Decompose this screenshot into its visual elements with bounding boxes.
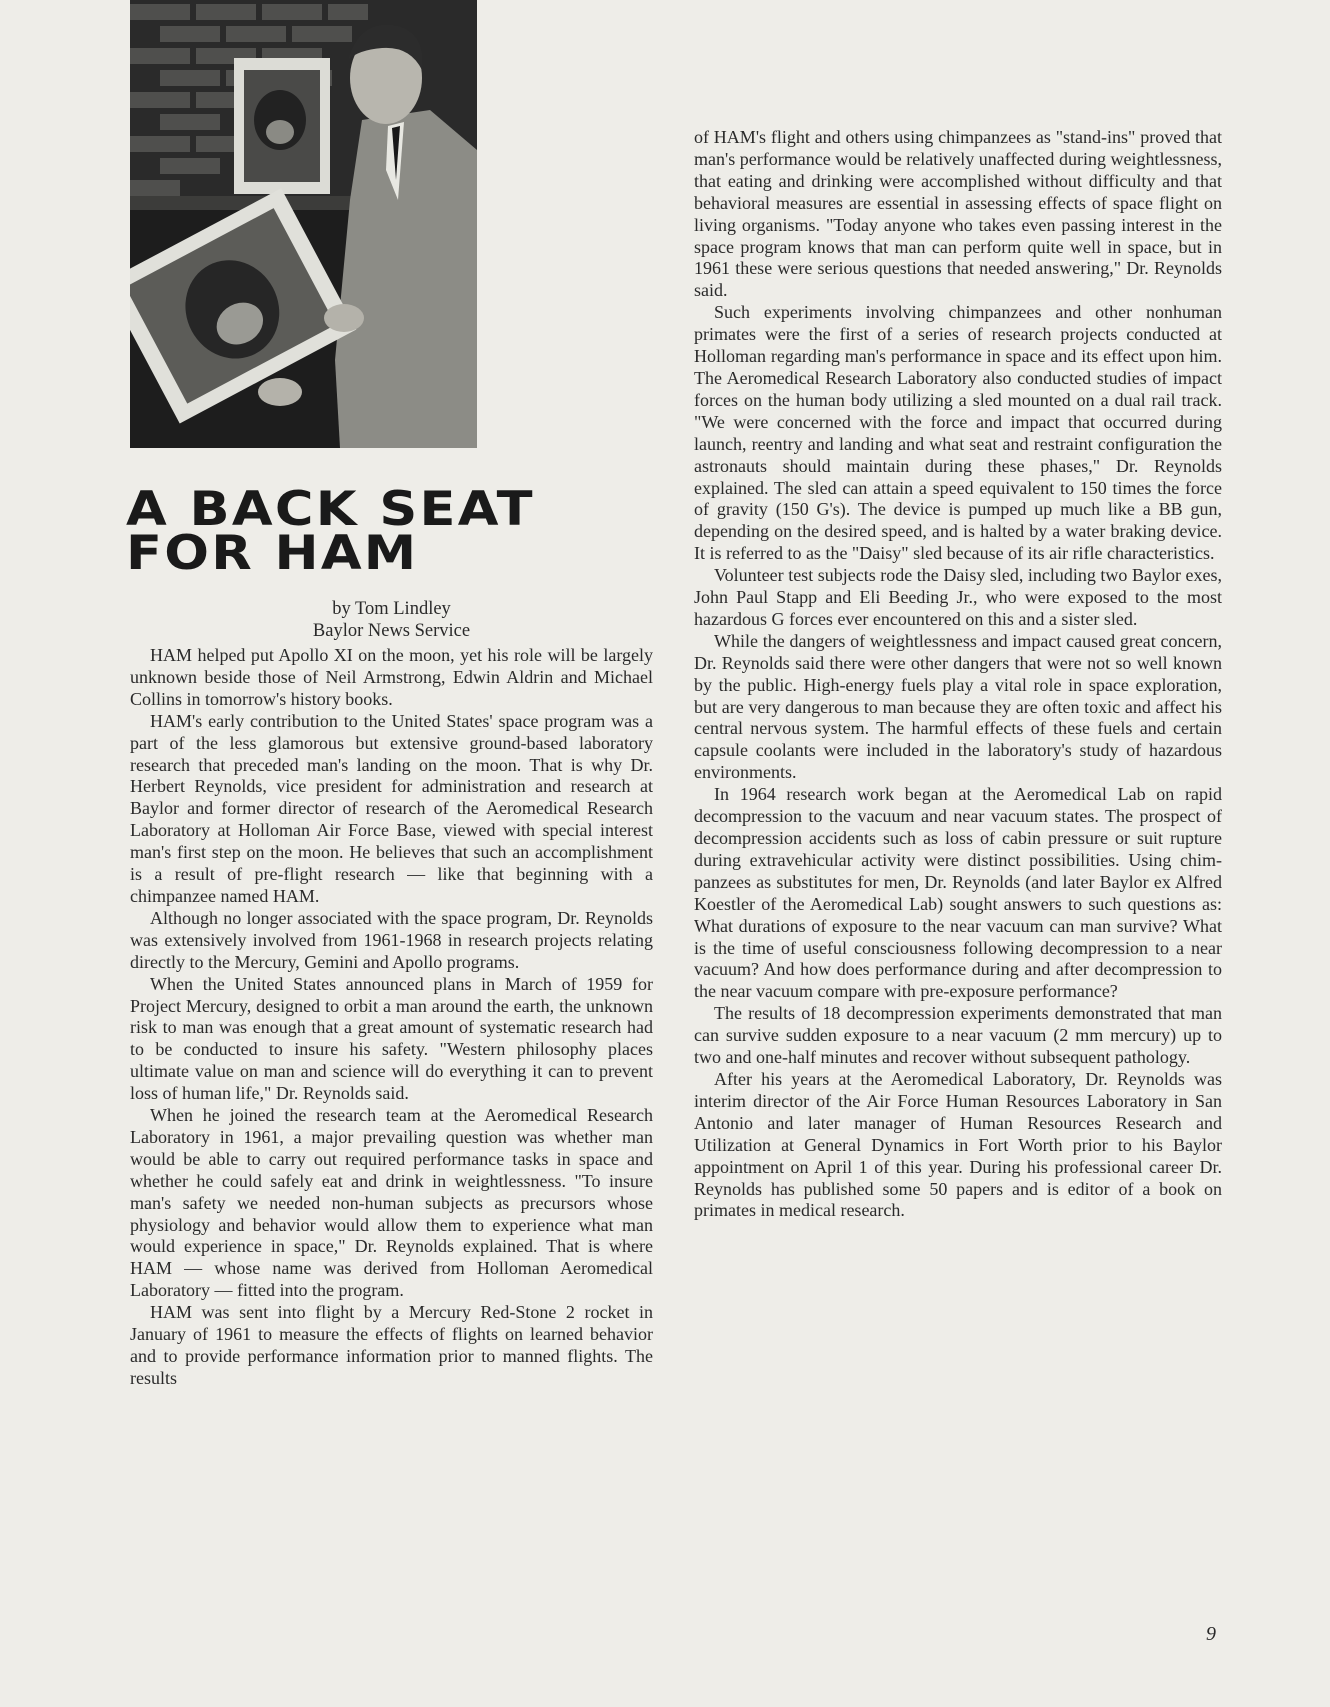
headline-line-2: FOR HAM [126,526,419,581]
article-photo [130,0,477,448]
article-headline [126,482,708,581]
paragraph: Such experiments involving chimpanzees and other nonhuman primates were the first of a series of research projects conducted at Holloman regarding man's performance in space and its effect upon him. The Aeromedical Research Laboratory also conducted studies of impact forces on the human body utilizing a sled mounted on a dual rail track. "We were concerned with the force and impact that occurred during launch, reentry and landing and what seat and restraint configuration the astronauts should maintain during these phases," Dr. Reynolds explained. The sled can attain a speed equivalent to 150 times the force of gravity (150 G's). The device is pumped up much like a BB gun, depending on the desired speed, and is halted by a water braking device. It is referred to as the "Daisy" sled because of its air rifle characteristics. [694,302,1222,564]
byline-organization: Baylor News Service [312,620,471,641]
headline-line-1: A BACK SEAT [126,482,535,537]
paragraph: Volunteer test subjects rode the Daisy sled, including two Baylor exes, John Paul Stapp and Eli Beeding Jr., who were exposed to the most hazardous G forces ever encountered on this and a sister sled. [694,565,1222,629]
paragraph: Although no longer associated with the space program, Dr. Reynolds was extensively involved from 1961-1968 in research projects relating directly to the Mercury, Gemini and Apollo programs. [130,907,653,972]
byline [130,599,653,642]
paragraph: The results of 18 decompression experiments demonstrated that man can survive sudden exposure to a near vacuum (2 mm mercury) up to two and one-half minutes and recover without subsequent pathology. [694,1003,1222,1068]
byline-author: by Tom Lindley [332,599,451,619]
article-column-right [694,127,1222,1222]
paragraph: HAM's early contribution to the United States' space program was a part of the less glamorous but extensive ground-based laboratory research that preceded man's landing on the moon. That is why Dr. Herbert Reynolds, vice president for administration and research at Baylor and former director of research of the Aeromedical Research Laboratory at Holloman Air Force Base, viewed with special interest man's first step on the moon. He believes that such an accomplishment is a result of pre-flight research — like that beginning with a chimpanzee named HAM. [130,710,653,906]
paragraph: While the dangers of weightlessness and impact caused great concern, Dr. Reynolds said there were other dangers that were not so well known by the public. High-energy fuels play a vital role in space exploration, but are very dangerous to man because they are often toxic and affect his central nervous system. The harmful effects of these fuels and certain capsule coolants were included in the laboratory's study of hazardous environments. [694,630,1222,783]
article-column-left [130,645,653,1390]
paragraph: When he joined the research team at the Aeromedical Research Laboratory in 1961, a major prevailing question was whether man would be able to carry out required performance tasks in space and whether he could safely eat and drink in weightlessness. "To insure man's safety we needed non-human subjects as precursors whose physiology and behavior would allow them to experience what man would experience in space," Dr. Reynolds explained. That is where HAM — whose name was derived from Holloman Aeromedical Laboratory — fitted into the program. [130,1105,653,1301]
photo-illustration [130,0,477,448]
paragraph: HAM was sent into flight by a Mercury Red-Stone 2 rocket in January of 1961 to measure the effects of flights on learned behavior and to provide performance information prior to manned flights. The results [130,1302,653,1388]
paragraph: When the United States announced plans in March of 1959 for Project Mercury, designed to orbit a man around the earth, the unknown risk to man was enough that a great amount of systematic research had to be conducted to insure his safety. "Western philosophy places ultimate value on man and science will do everything it can to prevent loss of human life," Dr. Reynolds said. [130,973,653,1104]
paragraph: of HAM's flight and others using chimpanzees as "stand-ins" proved that man's performance would be relatively unaffected during weightlessness, that eating and drinking were accomplished without difficulty and that behavioral measures are essential in assessing effects of space flight on living organisms. "Today anyone who takes even passing interest in the space program knows that man can perform quite well in space, but in 1961 these were serious questions that needed answering," Dr. Reynolds said. [694,127,1222,301]
page-number: 9 [1206,1623,1216,1645]
paragraph: HAM helped put Apollo XI on the moon, yet his role will be largely unknown beside those of Neil Armstrong, Edwin Aldrin and Michael Collins in tomorrow's history books. [130,645,653,709]
paragraph: In 1964 research work began at the Aeromedical Lab on rapid decompression to the vacuum and near vacuum states. The prospect of decompression accidents such as loss of cabin pressure or suit rupture during extravehicular activity were distinct possibilities. Using chimpanzees as substitutes for men, Dr. Reynolds (and later Baylor ex Alfred Koestler of the Aeromedical Lab) sought answers to such questions as: What durations of exposure to the near vacuum can man survive? What is the time of useful consciousness following decompression to a near vacuum? And how does performance during and after decompression to the near vacuum compare with pre-exposure performance? [694,784,1222,1002]
paragraph: After his years at the Aeromedical Laboratory, Dr. Reynolds was interim director of the Air Force Human Resources Laboratory in San Antonio and later manager of Human Resources Research and Utilization at General Dynamics in Fort Worth prior to his Baylor appointment on April 1 of this year. During his professional career Dr. Reynolds has published some 50 papers and is editor of a book on primates in medical research. [694,1068,1222,1221]
